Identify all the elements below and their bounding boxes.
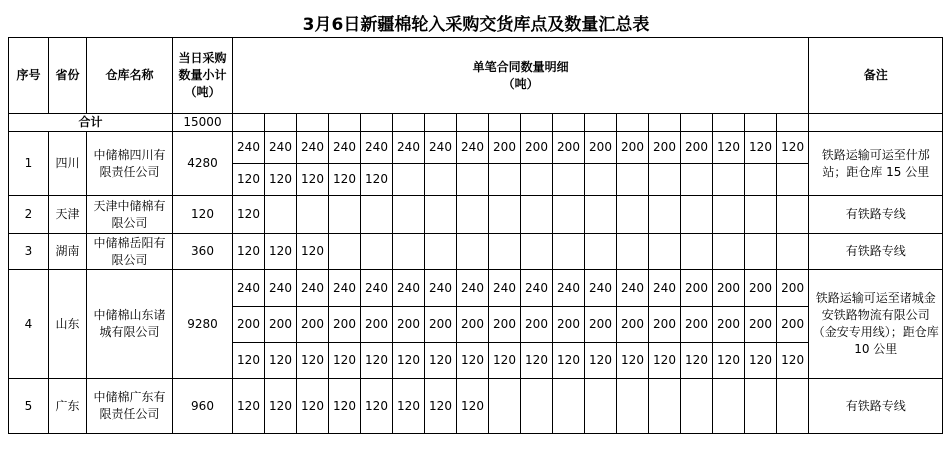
row-province: 天津: [49, 196, 87, 234]
detail-cell: 120: [393, 343, 425, 379]
detail-cell: 120: [265, 164, 297, 196]
detail-cell: 120: [233, 343, 265, 379]
detail-cell: 200: [553, 307, 585, 343]
detail-cell: [585, 164, 617, 196]
detail-cell: [521, 234, 553, 270]
detail-cell: 120: [745, 343, 777, 379]
detail-cell: [553, 196, 585, 234]
detail-cell: [553, 234, 585, 270]
detail-cell: 200: [713, 270, 745, 307]
detail-cell: [617, 196, 649, 234]
detail-cell: [777, 196, 809, 234]
detail-cell: 120: [361, 164, 393, 196]
detail-cell: [681, 379, 713, 434]
detail-cell: 200: [777, 270, 809, 307]
detail-cell: 240: [393, 132, 425, 164]
row-remark: 铁路运输可运至什邡站；距仓库 15 公里: [809, 132, 943, 196]
detail-cell: 240: [585, 270, 617, 307]
detail-cell: [393, 234, 425, 270]
page-title: 3月6日新疆棉轮入采购交货库点及数量汇总表: [302, 15, 650, 35]
detail-cell: 120: [649, 343, 681, 379]
detail-cell: 240: [393, 270, 425, 307]
detail-cell: 120: [297, 234, 329, 270]
detail-cell: 120: [553, 343, 585, 379]
detail-cell: 200: [265, 307, 297, 343]
detail-cell: [649, 164, 681, 196]
detail-cell: 240: [265, 132, 297, 164]
detail-cell: 200: [457, 307, 489, 343]
row-warehouse: 中储棉岳阳有限公司: [87, 234, 173, 270]
detail-cell: 120: [233, 379, 265, 434]
detail-cell: [329, 196, 361, 234]
detail-cell: 120: [265, 234, 297, 270]
detail-cell: 120: [233, 234, 265, 270]
row-subtotal: 960: [173, 379, 233, 434]
detail-cell: 240: [489, 270, 521, 307]
detail-cell: 240: [297, 270, 329, 307]
detail-cell: 240: [553, 270, 585, 307]
detail-cell: 120: [265, 343, 297, 379]
detail-cell: [457, 164, 489, 196]
row-remark: 有铁路专线: [809, 379, 943, 434]
detail-cell: 120: [457, 343, 489, 379]
detail-cell: 240: [521, 270, 553, 307]
detail-cell: [681, 164, 713, 196]
detail-cell: 200: [777, 307, 809, 343]
detail-cell: [585, 379, 617, 434]
header-seq: 序号: [9, 38, 49, 114]
detail-cell: [649, 379, 681, 434]
row-seq: 2: [9, 196, 49, 234]
detail-cell: 120: [265, 379, 297, 434]
detail-cell: 240: [361, 132, 393, 164]
detail-cell: [649, 234, 681, 270]
detail-cell: [553, 379, 585, 434]
row-warehouse: 天津中储棉有限公司: [87, 196, 173, 234]
detail-cell: [425, 164, 457, 196]
detail-cell: 200: [713, 307, 745, 343]
row-seq: 3: [9, 234, 49, 270]
detail-cell: [649, 196, 681, 234]
table-row: [9, 270, 943, 307]
detail-cell: 240: [329, 270, 361, 307]
row-remark: 铁路运输可运至诸城金安铁路物流有限公司（金安专用线）；距仓库 10 公里: [809, 270, 943, 379]
detail-cell: 200: [617, 132, 649, 164]
detail-cell: [713, 196, 745, 234]
detail-cell: [617, 164, 649, 196]
detail-cell: 240: [233, 132, 265, 164]
detail-cell: 120: [617, 343, 649, 379]
detail-cell: 240: [233, 270, 265, 307]
detail-cell: 200: [297, 307, 329, 343]
detail-cell: 240: [649, 270, 681, 307]
detail-cell: 200: [521, 307, 553, 343]
row-subtotal: 4280: [173, 132, 233, 196]
detail-cell: 200: [425, 307, 457, 343]
total-detail-empty: [233, 114, 265, 132]
row-seq: 5: [9, 379, 49, 434]
detail-cell: 120: [585, 343, 617, 379]
detail-cell: 240: [425, 270, 457, 307]
detail-cell: 120: [713, 343, 745, 379]
table-row: [9, 234, 943, 270]
detail-cell: [457, 234, 489, 270]
detail-cell: [393, 164, 425, 196]
detail-cell: 240: [297, 132, 329, 164]
detail-cell: 200: [329, 307, 361, 343]
detail-cell: [329, 234, 361, 270]
detail-cell: 240: [265, 270, 297, 307]
detail-cell: 120: [777, 343, 809, 379]
detail-cell: 120: [233, 196, 265, 234]
detail-cell: 120: [425, 379, 457, 434]
detail-cell: [489, 164, 521, 196]
detail-cell: 120: [297, 164, 329, 196]
detail-cell: 120: [361, 379, 393, 434]
detail-cell: [425, 234, 457, 270]
table-row: [9, 196, 943, 234]
detail-cell: [585, 234, 617, 270]
detail-cell: 240: [425, 132, 457, 164]
detail-cell: [745, 234, 777, 270]
summary-table: [8, 37, 943, 434]
detail-cell: 200: [393, 307, 425, 343]
detail-cell: 200: [585, 132, 617, 164]
detail-cell: [681, 234, 713, 270]
row-province: 广东: [49, 379, 87, 434]
detail-cell: 200: [553, 132, 585, 164]
detail-cell: 120: [521, 343, 553, 379]
detail-cell: [745, 164, 777, 196]
detail-cell: [617, 379, 649, 434]
detail-cell: 200: [681, 132, 713, 164]
detail-cell: 200: [649, 132, 681, 164]
detail-cell: 240: [329, 132, 361, 164]
header-detail: [233, 38, 809, 114]
detail-cell: [489, 234, 521, 270]
detail-cell: 120: [329, 343, 361, 379]
detail-cell: [425, 196, 457, 234]
detail-cell: [489, 379, 521, 434]
detail-cell: 200: [489, 132, 521, 164]
detail-cell: 120: [361, 343, 393, 379]
detail-cell: [457, 196, 489, 234]
detail-cell: [521, 379, 553, 434]
row-subtotal: 9280: [173, 270, 233, 379]
total-row: [9, 114, 943, 132]
detail-cell: 200: [233, 307, 265, 343]
detail-cell: 120: [457, 379, 489, 434]
row-warehouse: 中储棉广东有限责任公司: [87, 379, 173, 434]
detail-cell: [745, 379, 777, 434]
header-province: 省份: [49, 38, 87, 114]
detail-cell: 200: [489, 307, 521, 343]
header-row: [9, 38, 943, 114]
detail-cell: [777, 379, 809, 434]
detail-cell: 240: [457, 132, 489, 164]
table-row: [9, 132, 943, 164]
detail-cell: [393, 196, 425, 234]
detail-cell: 240: [457, 270, 489, 307]
detail-cell: 120: [329, 164, 361, 196]
detail-cell: [553, 164, 585, 196]
detail-cell: 200: [521, 132, 553, 164]
detail-cell: 240: [617, 270, 649, 307]
row-province: 山东: [49, 270, 87, 379]
detail-cell: [361, 196, 393, 234]
row-seq: 4: [9, 270, 49, 379]
detail-cell: [521, 164, 553, 196]
detail-cell: [777, 164, 809, 196]
header-remark: 备注: [809, 38, 943, 114]
detail-cell: 120: [713, 132, 745, 164]
row-subtotal: 120: [173, 196, 233, 234]
detail-cell: 120: [297, 343, 329, 379]
detail-cell: 120: [297, 379, 329, 434]
detail-cell: [521, 196, 553, 234]
detail-cell: [489, 196, 521, 234]
detail-cell: 120: [745, 132, 777, 164]
detail-cell: 200: [681, 307, 713, 343]
row-province: 四川: [49, 132, 87, 196]
row-subtotal: 360: [173, 234, 233, 270]
total-remark-empty: [809, 114, 943, 132]
row-remark: 有铁路专线: [809, 196, 943, 234]
detail-cell: 120: [233, 164, 265, 196]
detail-cell: 120: [489, 343, 521, 379]
detail-cell: 200: [585, 307, 617, 343]
detail-cell: [265, 196, 297, 234]
total-value: 15000: [173, 114, 233, 132]
detail-cell: [713, 234, 745, 270]
detail-cell: [713, 164, 745, 196]
table-row: [9, 379, 943, 434]
detail-cell: [681, 196, 713, 234]
detail-cell: 240: [361, 270, 393, 307]
detail-cell: [745, 196, 777, 234]
detail-cell: 120: [425, 343, 457, 379]
header-detail-line1: 单笔合同数量明细: [472, 59, 569, 74]
detail-cell: [713, 379, 745, 434]
detail-cell: 200: [745, 307, 777, 343]
detail-cell: 200: [681, 270, 713, 307]
detail-cell: 120: [681, 343, 713, 379]
header-warehouse: 仓库名称: [87, 38, 173, 114]
detail-cell: [585, 196, 617, 234]
detail-cell: 200: [649, 307, 681, 343]
row-remark: 有铁路专线: [809, 234, 943, 270]
detail-cell: 120: [393, 379, 425, 434]
detail-cell: [777, 234, 809, 270]
detail-cell: 120: [777, 132, 809, 164]
header-subtotal: 当日采购数量小计（吨）: [173, 38, 233, 114]
detail-cell: 120: [329, 379, 361, 434]
detail-cell: [297, 196, 329, 234]
detail-cell: 200: [361, 307, 393, 343]
row-warehouse: 中储棉山东诸城有限公司: [87, 270, 173, 379]
total-label: 合计: [9, 114, 173, 132]
detail-cell: [617, 234, 649, 270]
header-detail-line2: （吨）: [502, 76, 539, 91]
row-warehouse: 中储棉四川有限责任公司: [87, 132, 173, 196]
detail-cell: [361, 234, 393, 270]
detail-cell: 200: [745, 270, 777, 307]
row-seq: 1: [9, 132, 49, 196]
row-province: 湖南: [49, 234, 87, 270]
detail-cell: 200: [617, 307, 649, 343]
